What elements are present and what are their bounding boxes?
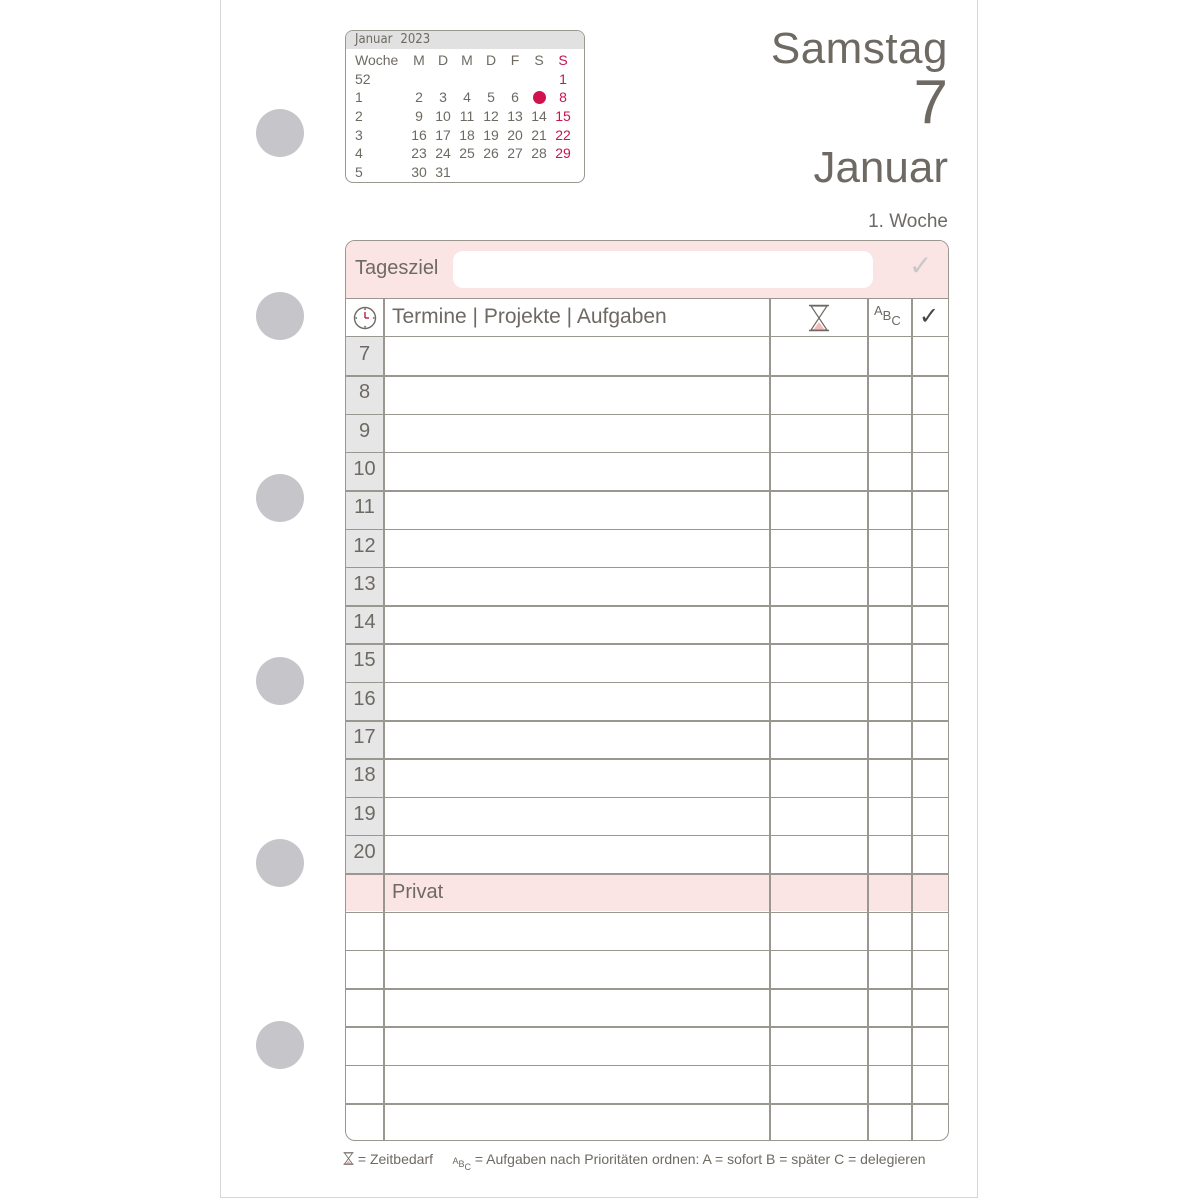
priority-note: = Aufgaben nach Prioritäten ordnen: A = sofort B = später C = delegieren [474, 1151, 926, 1167]
mini-calendar-day: 13 [507, 108, 523, 125]
row-divider [346, 797, 949, 799]
mini-calendar-day: 24 [435, 145, 451, 162]
daily-goal-label: Tagesziel [355, 257, 439, 279]
abc-priority-icon: ABC [874, 303, 901, 328]
mini-calendar-grid [346, 51, 585, 182]
mini-calendar-day: 11 [459, 108, 475, 125]
mini-calendar-week-number: 4 [355, 145, 363, 162]
abc-priority-small-icon: ABC [452, 1156, 471, 1172]
mini-calendar-day: 25 [459, 145, 475, 162]
mini-calendar-week-row [346, 70, 585, 89]
time-tick [769, 635, 771, 643]
mini-calendar-week-row [346, 126, 585, 145]
mini-calendar-day: 21 [531, 126, 547, 143]
hour-label: 17 [353, 726, 376, 748]
mini-calendar-day: 3 [439, 89, 447, 106]
mini-calendar-weekday: F [510, 52, 520, 68]
time-tick [769, 1057, 771, 1065]
time-tick [769, 1018, 771, 1026]
day-planner-table [345, 240, 949, 1141]
hour-label: 13 [353, 572, 376, 595]
hour-label: 10 [353, 457, 376, 480]
row-divider [346, 988, 949, 990]
time-tick [769, 750, 771, 758]
time-tick [769, 597, 771, 605]
row-divider [346, 758, 949, 760]
private-row [346, 873, 949, 911]
done-checkmark-icon: ✓ [919, 303, 940, 330]
mini-calendar-day: 8 [559, 89, 567, 106]
punch-hole [256, 474, 304, 522]
punch-hole [256, 109, 304, 157]
row-divider [346, 912, 949, 914]
mini-calendar-weekday-row [346, 51, 585, 70]
row-divider [346, 1026, 949, 1028]
row-divider [346, 950, 949, 952]
hour-label: 12 [353, 534, 376, 557]
mini-calendar-day: 12 [483, 108, 499, 125]
hour-label: 9 [358, 419, 371, 442]
mini-calendar-day: 30 [411, 164, 427, 181]
mini-calendar-header [346, 31, 584, 49]
row-divider [346, 605, 949, 607]
time-tick [769, 367, 771, 375]
hourglass-small-icon [343, 1152, 354, 1165]
mini-calendar-week-number: 52 [355, 70, 371, 87]
mini-calendar-day: 22 [555, 126, 571, 143]
mini-calendar-week-row [346, 107, 585, 126]
row-divider [346, 414, 949, 416]
mini-calendar-day: 14 [531, 108, 547, 125]
row-divider [346, 567, 949, 569]
mini-calendar-month: Januar [355, 32, 393, 47]
time-tick [769, 406, 771, 414]
time-tick [769, 712, 771, 720]
row-divider [346, 452, 949, 454]
time-tick [769, 980, 771, 988]
private-label: Privat [392, 881, 444, 903]
punch-hole [256, 657, 304, 705]
mini-calendar-weekday: D [437, 52, 449, 68]
mini-calendar-weekday: D [485, 52, 497, 68]
row-divider [346, 873, 949, 875]
mini-calendar-week-header: Woche [355, 52, 399, 68]
mini-calendar-day: 1 [559, 70, 567, 87]
mini-calendar-week-row [346, 163, 585, 182]
mini-calendar-day: 29 [555, 145, 571, 162]
footer-legend [343, 1151, 953, 1172]
mini-calendar-week-number: 3 [355, 126, 363, 143]
mini-calendar-weekday: S [534, 52, 544, 68]
column-header-row [346, 299, 949, 337]
mini-calendar-day: 20 [507, 126, 523, 143]
time-tick [769, 674, 771, 682]
mini-calendar-day: 31 [435, 164, 451, 181]
mini-calendar-weekday: S [558, 52, 568, 68]
mini-calendar-day: 15 [555, 108, 571, 125]
row-divider [346, 529, 949, 531]
time-tick [769, 865, 771, 873]
time-tick [769, 789, 771, 797]
time-tick [769, 827, 771, 835]
mini-calendar-day: 18 [459, 126, 475, 143]
time-tick [769, 559, 771, 567]
goal-checkmark-icon[interactable]: ✓ [909, 250, 933, 281]
time-tick [769, 942, 771, 950]
week-number: 1. Woche [868, 211, 948, 232]
time-note: = Zeitbedarf [357, 1151, 433, 1167]
hour-label: 15 [353, 649, 376, 672]
mini-calendar-day: 4 [463, 89, 471, 106]
appointments-column-title: Termine | Projekte | Aufgaben [392, 305, 667, 328]
time-tick [769, 482, 771, 490]
mini-calendar-day: 28 [531, 145, 547, 162]
mini-calendar-week-row [346, 144, 585, 163]
daily-goal-row [346, 241, 949, 299]
row-divider [346, 835, 949, 837]
mini-calendar-week-number: 5 [355, 164, 363, 181]
mini-calendar-day: 26 [483, 145, 499, 162]
mini-calendar-week-row [346, 88, 585, 107]
mini-calendar-day: 5 [487, 89, 495, 106]
mini-calendar-year: 2023 [400, 32, 431, 47]
mini-calendar-day: 17 [435, 126, 451, 143]
hour-label: 20 [353, 840, 376, 863]
row-divider [346, 1103, 949, 1105]
row-divider [346, 1065, 949, 1067]
clock-icon [353, 306, 377, 330]
time-tick [769, 1095, 771, 1103]
row-divider [346, 643, 949, 645]
row-divider [346, 490, 949, 492]
punch-hole [256, 839, 304, 887]
time-tick [769, 521, 771, 529]
time-tick [769, 444, 771, 452]
mini-calendar-day: 2 [415, 89, 423, 106]
mini-calendar-day: 10 [435, 108, 451, 125]
mini-calendar-day: 19 [483, 126, 499, 143]
mini-calendar-day: 9 [415, 108, 423, 125]
punch-hole [256, 1021, 304, 1069]
time-tick [769, 1133, 771, 1141]
hour-label: 18 [353, 764, 376, 787]
mini-calendar-week-number: 1 [355, 89, 363, 106]
mini-calendar [345, 30, 585, 183]
hour-label: 7 [358, 343, 371, 365]
punch-hole [256, 292, 304, 340]
hour-label: 19 [353, 802, 376, 825]
mini-calendar-day: 27 [507, 145, 523, 162]
hour-label: 14 [353, 611, 376, 634]
weekday-title: Samstag [770, 24, 948, 73]
mini-calendar-day: 23 [411, 145, 427, 162]
mini-calendar-day: 16 [411, 126, 427, 143]
row-divider [346, 720, 949, 722]
mini-calendar-today-marker [528, 88, 550, 107]
row-divider [346, 375, 949, 377]
hourglass-icon [807, 304, 831, 332]
daily-goal-field[interactable] [453, 251, 873, 288]
row-divider [346, 682, 949, 684]
mini-calendar-day: 6 [511, 89, 519, 106]
day-number: 7 [913, 68, 948, 137]
hour-label: 16 [353, 687, 376, 710]
month-title: Januar [813, 143, 948, 192]
hour-label: 11 [354, 496, 375, 519]
hour-label: 8 [358, 381, 371, 404]
mini-calendar-weekday: M [413, 52, 425, 68]
mini-calendar-week-number: 2 [355, 108, 363, 125]
mini-calendar-weekday: M [461, 52, 473, 68]
time-tick [769, 904, 771, 912]
